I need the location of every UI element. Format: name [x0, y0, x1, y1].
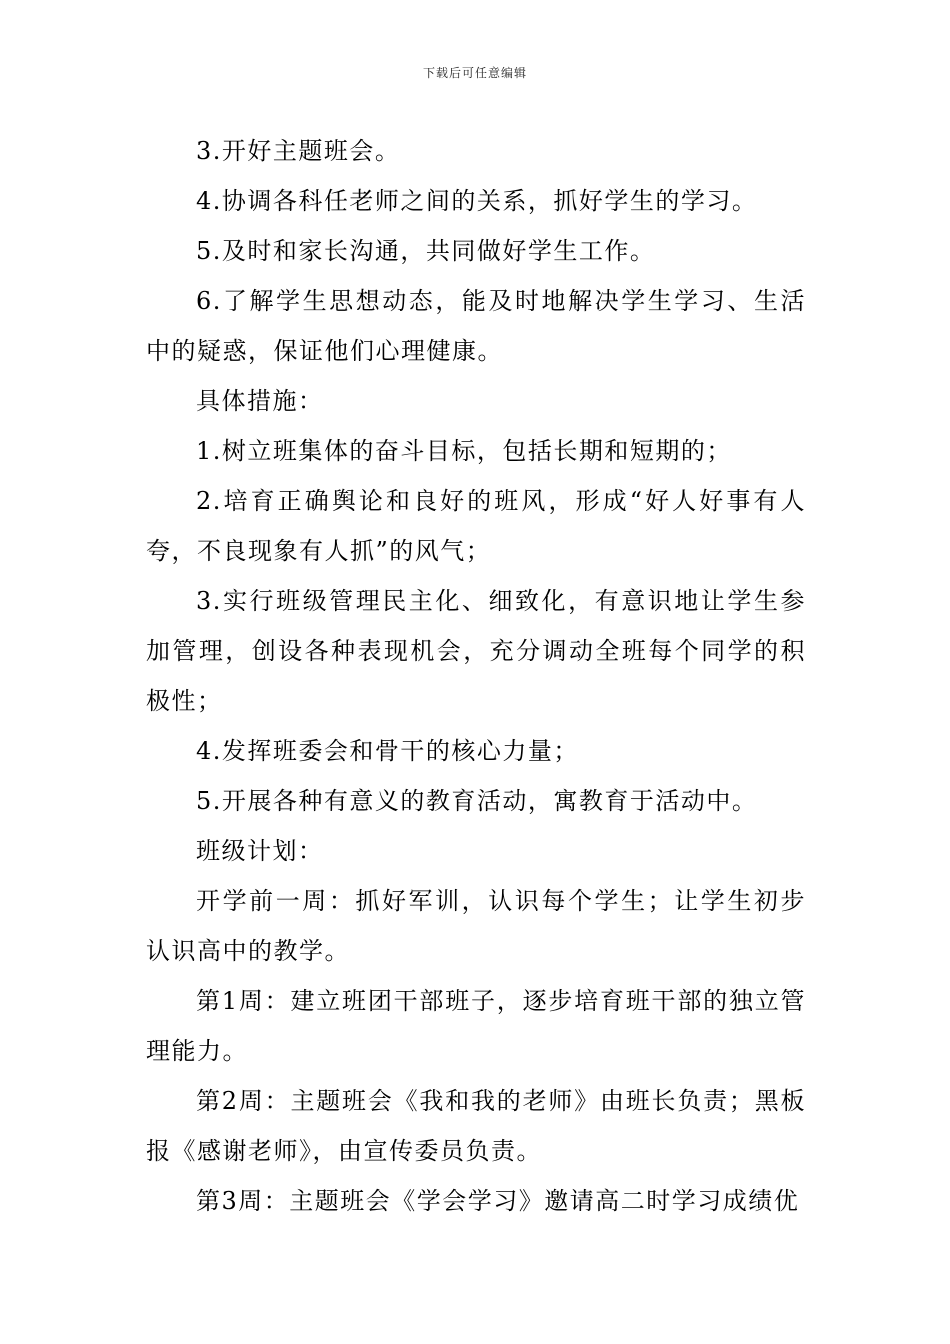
paragraph: 第1周：建立班团干部班子，逐步培育班干部的独立管理能力。 — [146, 987, 806, 1065]
paragraph: 3.开好主题班会。 — [196, 137, 401, 165]
section-heading: 班级计划： — [196, 837, 324, 865]
paragraph: 1.树立班集体的奋斗目标，包括长期和短期的； — [196, 437, 732, 465]
paragraph: 5.及时和家长沟通，共同做好学生工作。 — [196, 237, 656, 265]
paragraph: 4.发挥班委会和骨干的核心力量； — [196, 737, 579, 765]
paragraph: 4.协调各科任老师之间的关系，抓好学生的学习。 — [196, 187, 758, 215]
paragraph: 2.培育正确舆论和良好的班风，形成“好人好事有人夸，不良现象有人抓”的风气； — [146, 487, 806, 565]
paragraph: 6.了解学生思想动态，能及时地解决学生学习、生活中的疑惑，保证他们心理健康。 — [146, 287, 806, 365]
document-body — [146, 126, 806, 1226]
paragraph: 第2周：主题班会《我和我的老师》由班长负责；黑板报《感谢老师》，由宣传委员负责。 — [146, 1087, 806, 1165]
section-heading: 具体措施： — [196, 387, 324, 415]
paragraph: 开学前一周：抓好军训，认识每个学生；让学生初步认识高中的教学。 — [146, 887, 806, 965]
paragraph: 3.实行班级管理民主化、细致化，有意识地让学生参加管理，创设各种表现机会，充分调动全班每个同学的积极性； — [146, 587, 806, 715]
paragraph: 5.开展各种有意义的教育活动，寓教育于活动中。 — [196, 787, 758, 815]
page-header-note: 下载后可任意编辑 — [422, 66, 527, 80]
paragraph: 第3周：主题班会《学会学习》邀请高二时学习成绩优 — [196, 1187, 800, 1215]
